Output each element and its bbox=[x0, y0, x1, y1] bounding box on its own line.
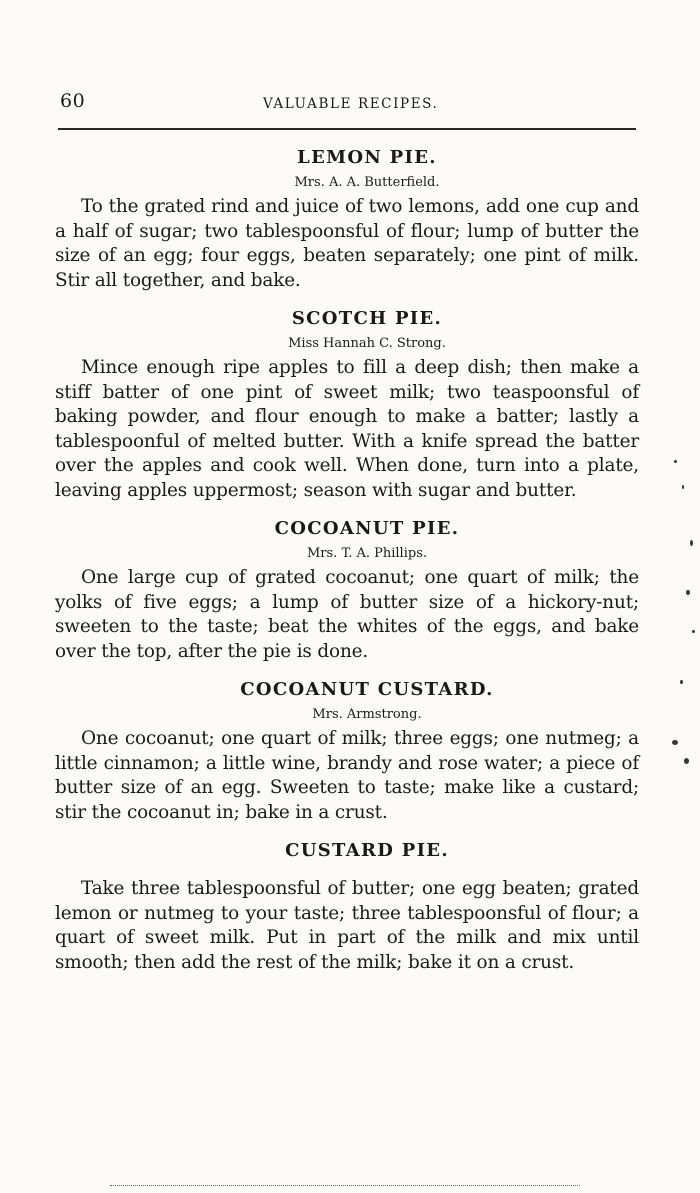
recipe-title: SCOTCH PIE. bbox=[291, 308, 443, 329]
recipe-cocoanut-custard bbox=[55, 678, 639, 825]
running-head: VALUABLE RECIPES. bbox=[263, 96, 439, 112]
ink-speck bbox=[692, 630, 695, 633]
page-number: 60 bbox=[60, 90, 86, 112]
recipe-author: Mrs. A. A. Butterfield. bbox=[294, 175, 440, 190]
ink-speck bbox=[672, 740, 678, 745]
header-rule bbox=[58, 128, 636, 130]
ink-speck bbox=[686, 590, 690, 595]
recipe-cocoanut-pie bbox=[55, 517, 639, 664]
recipe-author: Miss Hannah C. Strong. bbox=[288, 336, 446, 351]
recipe-title: COCOANUT PIE. bbox=[274, 518, 460, 539]
ink-speck bbox=[682, 485, 684, 489]
recipe-text: One cocoanut; one quart of milk; three eggs; one nutmeg; a little cinnamon; a little wine, brandy and rose water; a piece of butter size of an egg. Sweeten to taste; make like a custard; stir the cocoanut in; bake in a crust. bbox=[55, 728, 639, 823]
ink-speck bbox=[690, 540, 693, 546]
recipe-scotch-pie bbox=[55, 307, 639, 503]
recipe-text: To the grated rind and juice of two lemons, add one cup and a half of sugar; two tablespoonsful of flour; lump of butter the size of an egg; four eggs, beaten separately; one pint of milk. Stir all together, and bake. bbox=[55, 196, 639, 291]
page-header bbox=[58, 86, 638, 116]
recipe-custard-pie bbox=[55, 839, 639, 975]
recipe-title: COCOANUT CUSTARD. bbox=[240, 679, 494, 700]
recipe-title: CUSTARD PIE. bbox=[285, 840, 449, 861]
bottom-edge-marks bbox=[110, 1185, 580, 1187]
recipe-text: One large cup of grated cocoanut; one quart of milk; the yolks of five eggs; a lump of butter size of a hickory-nut; sweeten to the taste; beat the whites of the eggs, and bake over the top, after the pie is done. bbox=[55, 567, 639, 662]
ink-speck bbox=[680, 680, 683, 684]
recipe-text: Mince enough ripe apples to fill a deep dish; then make a stiff batter of one pint of sweet milk; two teaspoonsful of baking powder, and flour enough to make a batter; lastly a tablespoonful of melted butter. With a knife spread the batter over the apples and cook well. When done, turn into a plate, leaving apples uppermost; season with sugar and butter. bbox=[55, 357, 639, 501]
ink-speck bbox=[674, 460, 677, 463]
recipe-author: Mrs. Armstrong. bbox=[312, 707, 422, 722]
page-edge-specks bbox=[660, 440, 700, 780]
recipe-text: Take three tablespoonsful of butter; one egg beaten; grated lemon or nutmeg to your taste; three tablespoonsful of flour; a quart of sweet milk. Put in part of the milk and mix until smooth; then add the rest of the milk; bake it on a crust. bbox=[55, 878, 639, 973]
recipe-author: Mrs. T. A. Phillips. bbox=[306, 546, 427, 561]
recipe-lemon-pie bbox=[55, 146, 639, 293]
recipe-list bbox=[55, 146, 639, 989]
ink-speck bbox=[684, 758, 689, 764]
recipe-title: LEMON PIE. bbox=[297, 147, 437, 168]
